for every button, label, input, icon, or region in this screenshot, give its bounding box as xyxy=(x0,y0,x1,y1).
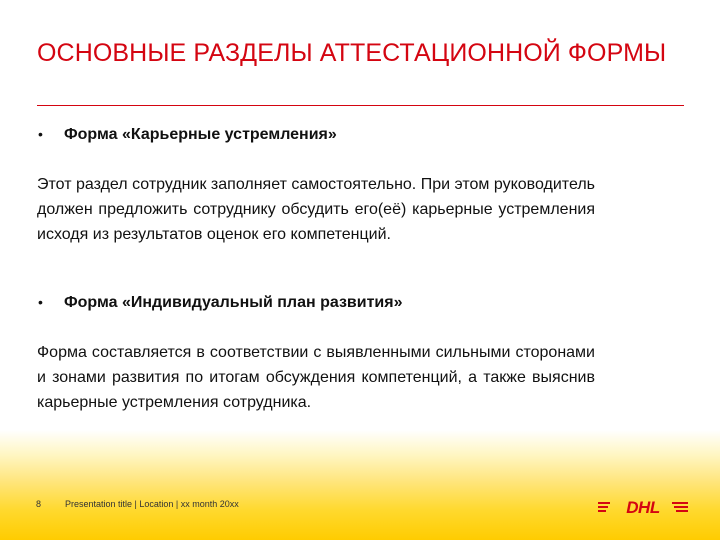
footer-text: Presentation title | Location | xx month 20xx xyxy=(65,499,239,509)
page-number: 8 xyxy=(36,499,42,509)
slide-title: ОСНОВНЫЕ РАЗДЕЛЫ АТТЕСТАЦИОННОЙ ФОРМЫ xyxy=(37,39,667,67)
bullet-icon: • xyxy=(38,294,43,310)
section-heading-label: Форма «Карьерные устремления» xyxy=(64,126,337,143)
section-heading-label: Форма «Индивидуальный план развития» xyxy=(64,294,403,311)
bullet-icon: • xyxy=(38,126,43,142)
dhl-logo-icon xyxy=(598,494,688,518)
section-text-career: Этот раздел сотрудник заполняет самостоятельно. При этом руководитель должен предложить сотруднику обсудить его(её) карьерные устремления исходя из результатов оценок его компетенций. xyxy=(37,176,595,243)
section-text-development-plan: Форма составляется в соответствии с выявленными сильными сторонами и зонами развития по итогам обсуждения компетенций, а также выяснив карьерные устремления сотрудника. xyxy=(37,344,595,411)
logo-wordmark: DHL xyxy=(626,498,660,517)
section-heading-career xyxy=(38,124,337,145)
section-heading-development-plan xyxy=(38,292,402,313)
title-divider xyxy=(37,105,684,106)
